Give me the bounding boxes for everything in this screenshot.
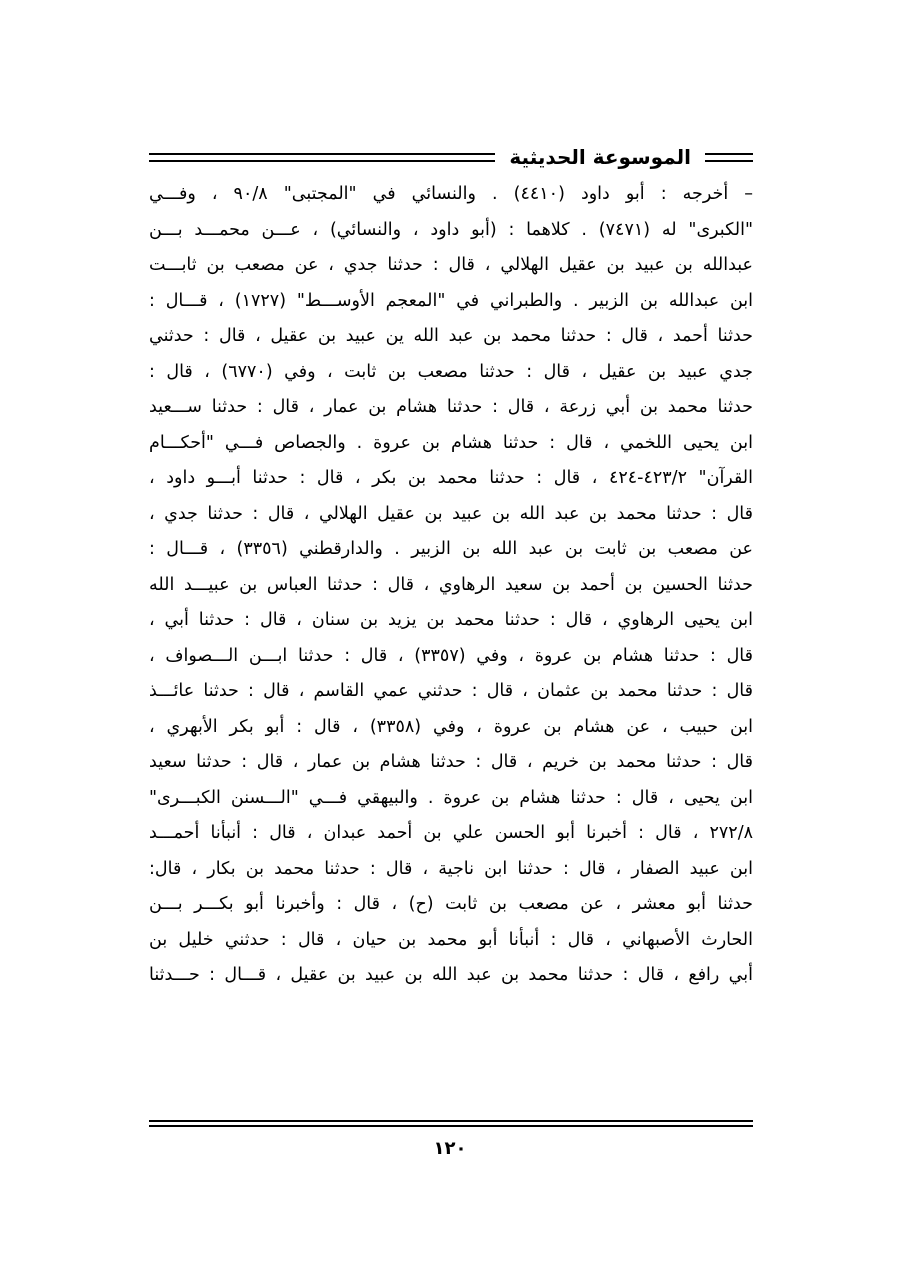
text-line: قال : حدثنا محمد بن عثمان ، قال : حدثني عمي القاسم ، قال : حدثنا عائـــذ <box>149 681 753 701</box>
text-line: حدثنا أبو معشر ، عن مصعب بن ثابت (ح) ، قال : وأخبرنا أبو بكـــر بـــن <box>149 894 753 914</box>
text-line: قال : حدثنا هشام بن عروة ، وفي (٣٣٥٧) ، قال : حدثنا ابـــن الـــصواف ، <box>149 645 753 666</box>
text-line: حدثنا محمد بن أبي زرعة ، قال : حدثنا هشام بن عمار ، قال : حدثنا ســـعيد <box>149 397 753 417</box>
header-rule-short <box>705 153 753 162</box>
text-line: القرآن" ٤٢٣/٢-٤٢٤ ، قال : حدثنا محمد بن بكر ، قال : حدثنا أبـــو داود ، <box>149 468 753 488</box>
text-line: عن مصعب بن ثابت بن عبد الله بن الزبير . والدارقطني (٣٣٥٦) ، قـــال : <box>149 539 753 559</box>
footer-double-rule <box>149 1120 753 1127</box>
text-line: ابن عبيد الصفار ، قال : حدثنا ابن ناجية ، قال : حدثنا محمد بن بكار ، قال: <box>149 858 753 879</box>
header-title: الموسوعة الحديثية <box>509 145 691 169</box>
text-line: ابن عبدالله بن الزبير . والطبراني في "المعجم الأوســـط" (١٧٢٧) ، قـــال : <box>149 290 753 311</box>
page-number: ١٢٠ <box>433 1138 467 1159</box>
header-rule-long <box>149 153 495 162</box>
text-line: قال : حدثنا محمد بن عبد الله بن عبيد بن عقيل الهلالي ، قال : حدثنا جدي ، <box>149 503 753 524</box>
text-line: حدثنا أحمد ، قال : حدثنا محمد بن عبد الله ين عبيد بن عقيل ، قال : حدثني <box>149 326 753 346</box>
text-line: جدي عبيد بن عقيل ، قال : حدثنا مصعب بن ثابت ، وفي (٦٧٧٠) ، قال : <box>149 361 753 382</box>
text-line: الحارث الأصبهاني ، قال : أنبأنا أبو محمد بن حيان ، قال : حدثني خليل بن <box>149 929 753 950</box>
text-line: ابن يحيى الرهاوي ، قال : حدثنا محمد بن يزيد بن سنان ، قال : حدثنا أبي ، <box>149 610 753 630</box>
text-line: – أخرجه : أبو داود (٤٤١٠) . والنسائي في "المجتبى" ٩٠/٨ ، وفـــي <box>149 184 753 204</box>
text-line: أبي رافع ، قال : حدثنا محمد بن عبد الله بن عبيد بن عقيل ، قـــال : حـــدثنا <box>149 965 753 985</box>
text-line: ابن يحيى اللخمي ، قال : حدثنا هشام بن عروة . والجصاص فـــي "أحكـــام <box>149 432 753 453</box>
text-line: ابن حبيب ، عن هشام بن عروة ، وفي (٣٣٥٨) ، قال : أبو بكر الأبهري ، <box>149 716 753 737</box>
text-line: عبدالله بن عبيد بن عقيل الهلالي ، قال : حدثنا جدي ، عن مصعب بن ثابـــت <box>149 255 753 275</box>
running-header <box>149 140 753 174</box>
hadith-footnote-text <box>149 177 753 994</box>
text-line: "الكبرى" له (٧٤٧١) . كلاهما : (أبو داود ، والنسائي) ، عـــن محمـــد بـــن <box>149 219 753 240</box>
text-line: قال : حدثنا محمد بن خريم ، قال : حدثنا هشام بن عمار ، قال : حدثنا سعيد <box>149 752 753 772</box>
text-line: ٢٧٢/٨ ، قال : أخبرنا أبو الحسن علي بن أحمد عبدان ، قال : أنبأنا أحمـــد <box>149 823 753 843</box>
text-line: حدثنا الحسين بن أحمد بن سعيد الرهاوي ، قال : حدثنا العباس بن عبيـــد الله <box>149 574 753 595</box>
text-line: ابن يحيى ، قال : حدثنا هشام بن عروة . والبيهقي فـــي "الـــسنن الكبـــرى" <box>149 787 753 808</box>
